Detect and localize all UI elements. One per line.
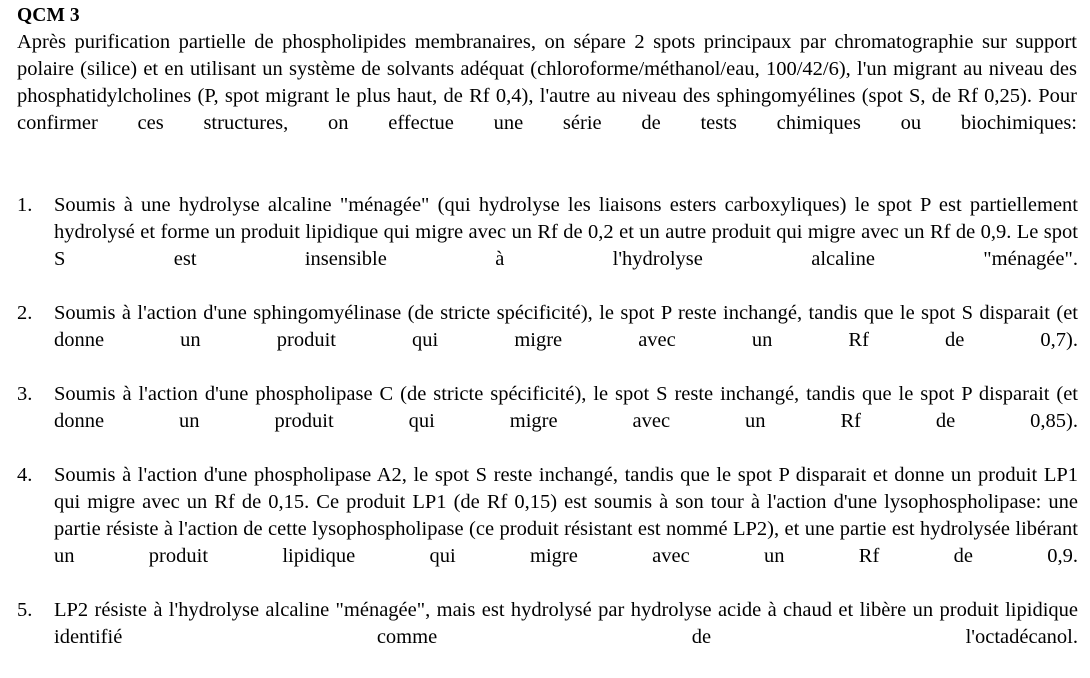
list-item xyxy=(17,381,1078,462)
list-item xyxy=(17,300,1078,381)
paragraph-list-spacer xyxy=(17,164,1078,192)
list-item xyxy=(17,192,1078,300)
list-item-text: LP2 résiste à l'hydrolyse alcaline "ménagée", mais est hydrolysé par hydrolyse acide à chaud et libère un produit lipidique identifié comme de l'octadécanol. xyxy=(54,599,1078,648)
list-item-marker: 2. xyxy=(17,302,33,324)
list-item xyxy=(17,597,1078,678)
list-item-marker: 1. xyxy=(17,194,33,216)
list-item-text: Soumis à une hydrolyse alcaline "ménagée" (qui hydrolyse les liaisons esters carboxyliques) le spot P est partiellement hydrolysé et forme un produit lipidique qui migre avec un Rf de 0,2 et un autre produit qui migre avec un Rf de 0,9. Le spot S est insensible à l'hydrolyse alcaline "ménagée". xyxy=(54,194,1078,270)
intro-paragraph: Après purification partielle de phospholipides membranaires, on sépare 2 spots principaux par chromatographie sur support polaire (silice) et en utilisant un système de solvants adéquat (chloroforme/méthanol/eau, 100/42/6), l'un migrant au niveau des phosphatidylcholines (P, spot migrant le plus haut, de Rf 0,4), l'autre au niveau des sphingomyélines (spot S, de Rf 0,25). Pour confirmer ces structures, on effectue une série de tests chimiques ou biochimiques: xyxy=(17,31,1077,134)
list-item-text: Soumis à l'action d'une phospholipase C (de stricte spécificité), le spot S reste inchangé, tandis que le spot P disparait (et donne un produit qui migre avec un Rf de 0,85). xyxy=(54,383,1078,432)
list-item-marker: 4. xyxy=(17,464,33,486)
numbered-test-list xyxy=(17,192,1078,678)
list-item-text: Soumis à l'action d'une phospholipase A2, le spot S reste inchangé, tandis que le spot P disparait et donne un produit LP1 qui migre avec un Rf de 0,15. Ce produit LP1 (de Rf 0,15) est soumis à son tour à l'action d'une lysophospholipase: une partie résiste à l'action de cette lysophospholipase (ce produit résistant est nommé LP2), et une partie est hydrolysée libérant un produit lipidique qui migre avec un Rf de 0,9. xyxy=(54,464,1078,567)
list-item-marker: 3. xyxy=(17,383,33,405)
list-item xyxy=(17,462,1078,597)
page-title: QCM 3 xyxy=(17,5,80,26)
list-item-text: Soumis à l'action d'une sphingomyélinase (de stricte spécificité), le spot P reste inchangé, tandis que le spot S disparait (et donne un produit qui migre avec un Rf de 0,7). xyxy=(54,302,1078,351)
list-item-marker: 5. xyxy=(17,599,33,621)
